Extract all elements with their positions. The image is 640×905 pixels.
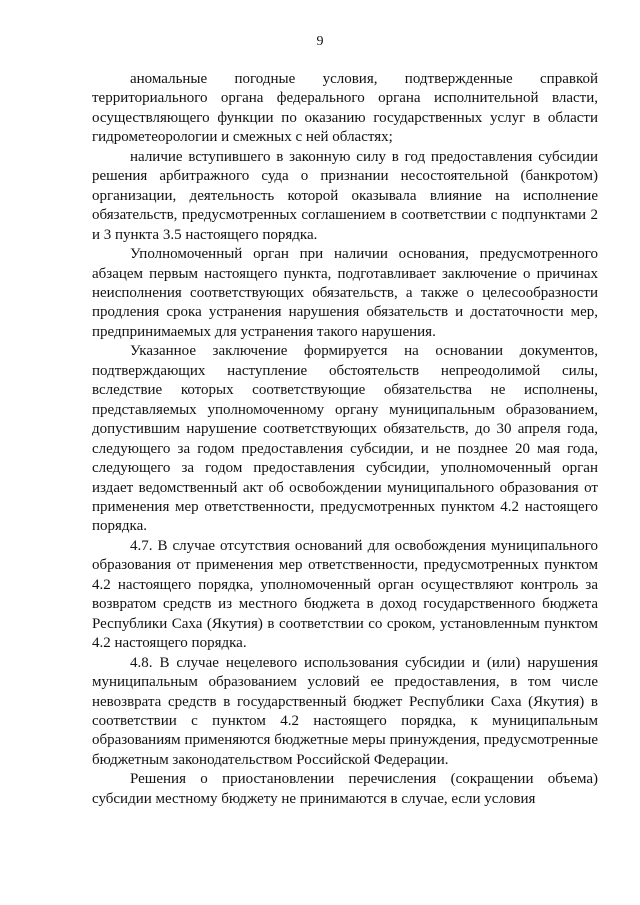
paragraph-arbitration-decision: наличие вступившего в законную силу в год предоставления субсидии решения арбитражного суда о признании несостоятельной (банкротом) организации, деятельность которой оказывала влияние на исполнение обязательств, предусмотренных соглашением в соответствии с подпунктами 2 и 3 пункта 3.5 настоящего порядка. xyxy=(92,148,598,243)
paragraph-4-7: 4.7. В случае отсутствия оснований для освобождения муниципального образования от применения мер ответственности, предусмотренных пунктом 4.2 настоящего порядка, уполномоченный орган осуществляют контроль за возвратом средств из местного бюджета в доход государственного бюджета Республики Саха (Якутия) в соответствии со сроком, установленным пунктом 4.2 настоящего порядка. xyxy=(92,537,598,652)
paragraph-4-8: 4.8. В случае нецелевого использования субсидии и (или) нарушения муниципальным образованием условий ее предоставления, в том числе невозврата средств в государственный бюджет Республики Саха (Якутия) в соответствии с пунктом 4.2 настоящего порядка, к муниципальным образованиям применяются бюджетные меры принуждения, предусмотренные бюджетным законодательством Российской Федерации. xyxy=(92,654,598,768)
paragraph-conclusion-documents: Указанное заключение формируется на основании документов, подтверждающих наступление обстоятельств непреодолимой силы, вследствие которых соответствующие обязательства не исполнены, представляемых уполномоченному органу муниципальным образованием, допустившим нарушение соответствующих обязательств, до 30 апреля года, следующего за годом предоставления субсидии, и не позднее 20 мая года, следующего за годом предоставления субсидии, уполномоченный орган издает ведомственный акт об освобождении муниципального образования от применения мер ответственности, предусмотренных пунктом 4.2 настоящего порядка. xyxy=(92,343,598,535)
paragraph-weather-conditions: аномальные погодные условия, подтвержденные справкой территориального органа федерального органа исполнительной власти, осуществляющего функции по оказанию государственных услуг в области гидрометеорологии и смежных с ней областях; xyxy=(92,71,598,146)
page-number: 9 xyxy=(316,34,324,49)
paragraph-suspension-decisions: Решения о приостановлении перечисления (сокращении объема) субсидии местному бюджету не принимаются в случае, если условия xyxy=(92,771,598,807)
paragraph-authorized-body-conclusion: Уполномоченный орган при наличии основания, предусмотренного абзацем первым настоящего пункта, подготавливает заключение о причинах неисполнения соответствующих обязательств, а также о целесообразности продления срока устранения нарушения обязательств и достаточности мер, предпринимаемых для устранения такого нарушения. xyxy=(92,246,598,340)
document-body xyxy=(92,70,598,809)
